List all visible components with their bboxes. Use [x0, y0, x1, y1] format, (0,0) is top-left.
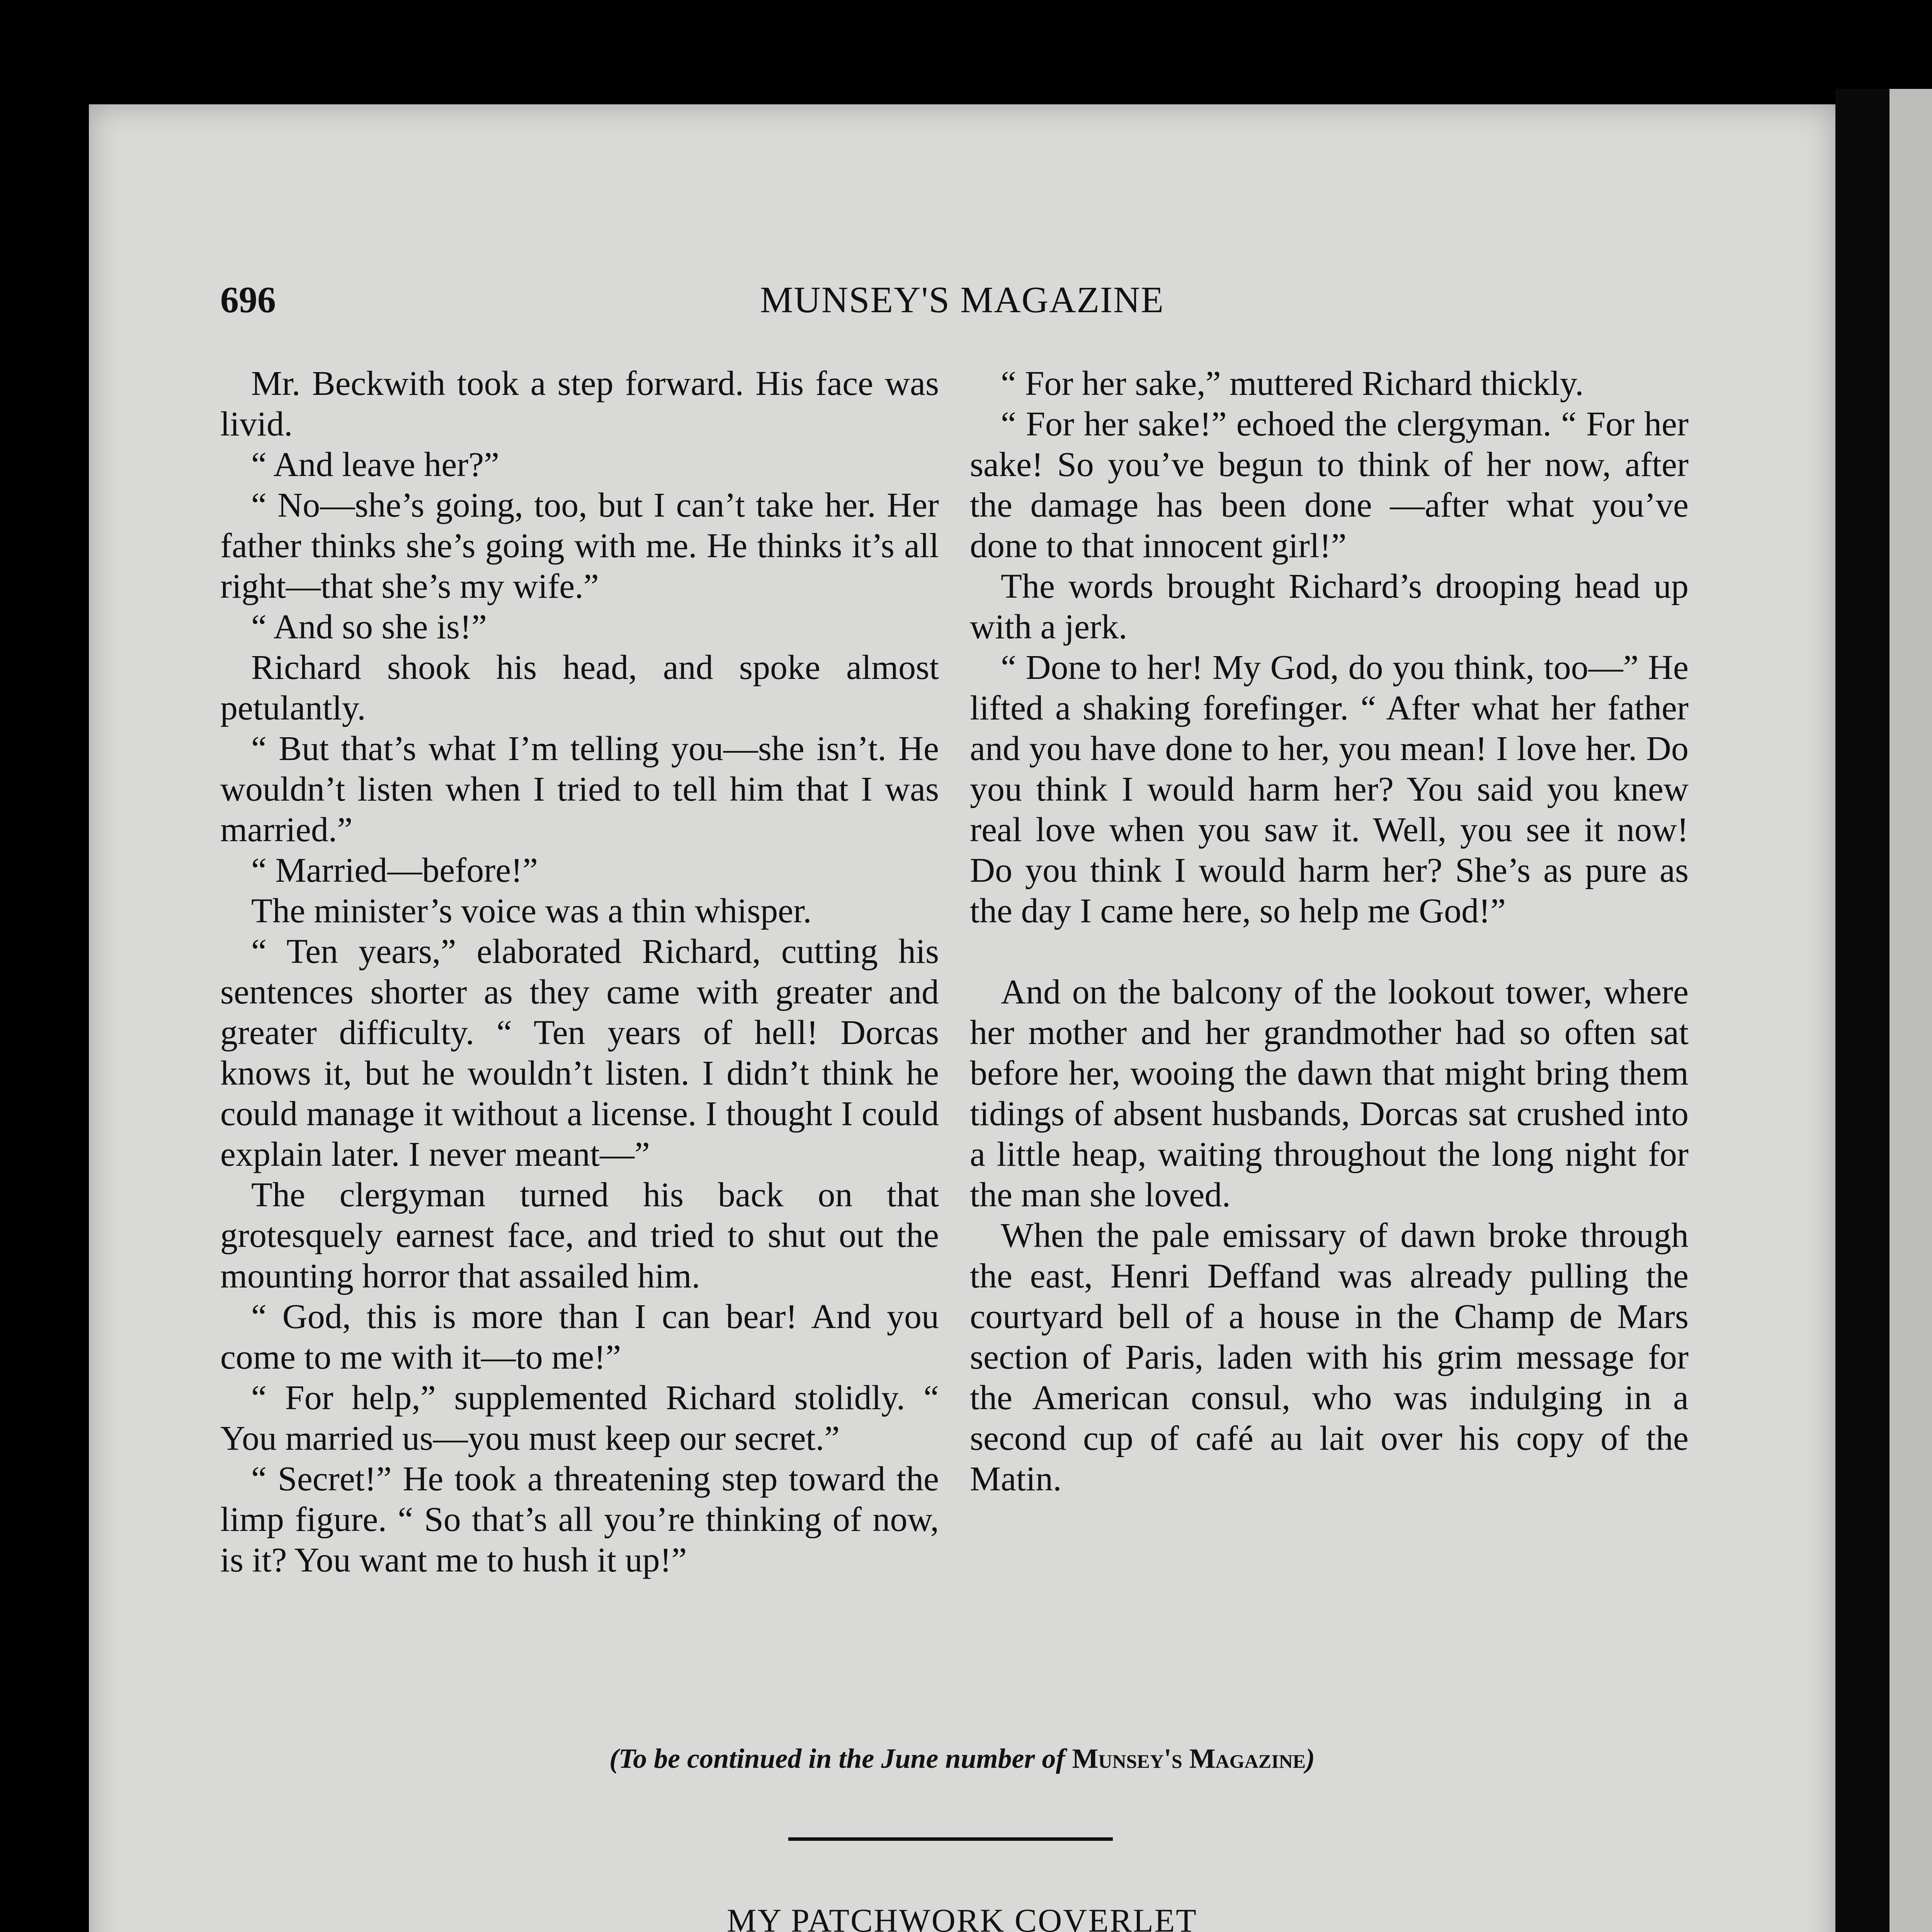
poem-title: MY PATCHWORK COVERLET	[727, 1902, 1197, 1932]
paragraph: “ For her sake,” muttered Richard thickly.	[1001, 364, 1584, 403]
paragraph: Mr. Beckwith took a step forward. His face was livid.	[220, 364, 939, 443]
page-number: 696	[220, 279, 276, 320]
paragraph: The clergyman turned his back on that grotesquely earnest face, and tried to shut out the mounting horror that assailed him.	[220, 1176, 939, 1295]
paragraph: “ Married—before!”	[251, 851, 538, 889]
paragraph: When the pale emissary of dawn broke through the east, Henri Deffand was already pulling the courtyard bell of a house in the Champ de Mars section of Paris, laden with his grim message for the American consul, who was indulging in a second cup of café au lait over his copy of the Matin.	[970, 1216, 1689, 1498]
paragraph: “ But that’s what I’m telling you—she isn’t. He wouldn’t listen when I tried to tell him that I was married.”	[220, 730, 939, 849]
continued-text: (To be continued in the June number of	[609, 1743, 1065, 1774]
paragraph: “ Secret!” He took a threatening step toward the limp figure. “ So that’s all you’re thinking of now, is it? You want me to hush it up!”	[220, 1460, 939, 1579]
continued-note	[220, 1743, 1704, 1775]
paragraph: “ And so she is!”	[251, 608, 487, 646]
paragraph: “ Ten years,” elaborated Richard, cutting his sentences shorter as they came with greater and greater difficulty. “ Ten years of hell! Dorcas knows it, but he wouldn’t listen. I didn’t think he could manage it without a license. I thought I could explain later. I never meant—”	[220, 932, 939, 1173]
paragraph: “ For help,” supplemented Richard stolidly. “ You married us—you must keep our secret.”	[220, 1379, 939, 1458]
paragraph: “ No—she’s going, too, but I can’t take her. Her father thinks she’s going with me. He thinks it’s all right—that she’s my wife.”	[220, 486, 939, 605]
paragraph: “ For her sake!” echoed the clergyman. “ For her sake! So you’ve begun to think of her now, after the damage has been done —after what you’ve done to that innocent girl!”	[970, 405, 1689, 565]
paragraph: “ Done to her! My God, do you think, too—” He lifted a shaking forefinger. “ After what her father and you have done to her, you mean! I love her. Do you think I would harm her? You said you knew real love when you saw it. Well, you see it now! Do you think I would harm her? She’s as pure as the day I came here, so help me God!”	[970, 648, 1689, 930]
paragraph: “ God, this is more than I can bear! And you come to me with it—to me!”	[220, 1298, 939, 1376]
paragraph: “ And leave her?”	[251, 446, 500, 484]
left-column	[220, 363, 939, 1580]
continued-close: )	[1306, 1743, 1315, 1774]
section-divider	[788, 1837, 1113, 1841]
paragraph: The minister’s voice was a thin whisper.	[251, 892, 812, 930]
binding-gutter	[1835, 89, 1889, 1932]
page-header	[220, 278, 1704, 325]
paragraph: And on the balcony of the lookout tower, where her mother and her grandmother had so often sat before her, wooing the dawn that might bring them tidings of absent husbands, Dorcas sat crushed into a little heap, waiting throughout the long night for the man she loved.	[970, 973, 1689, 1214]
paragraph: The words brought Richard’s drooping head up with a jerk.	[970, 567, 1689, 646]
paragraph: Richard shook his head, and spoke almost petulantly.	[220, 648, 939, 727]
running-head: MUNSEY'S MAGAZINE	[760, 279, 1164, 320]
right-column	[970, 363, 1689, 1499]
magazine-name: Munsey's Magazine	[1072, 1743, 1306, 1774]
facing-page-edge	[1889, 89, 1932, 1932]
